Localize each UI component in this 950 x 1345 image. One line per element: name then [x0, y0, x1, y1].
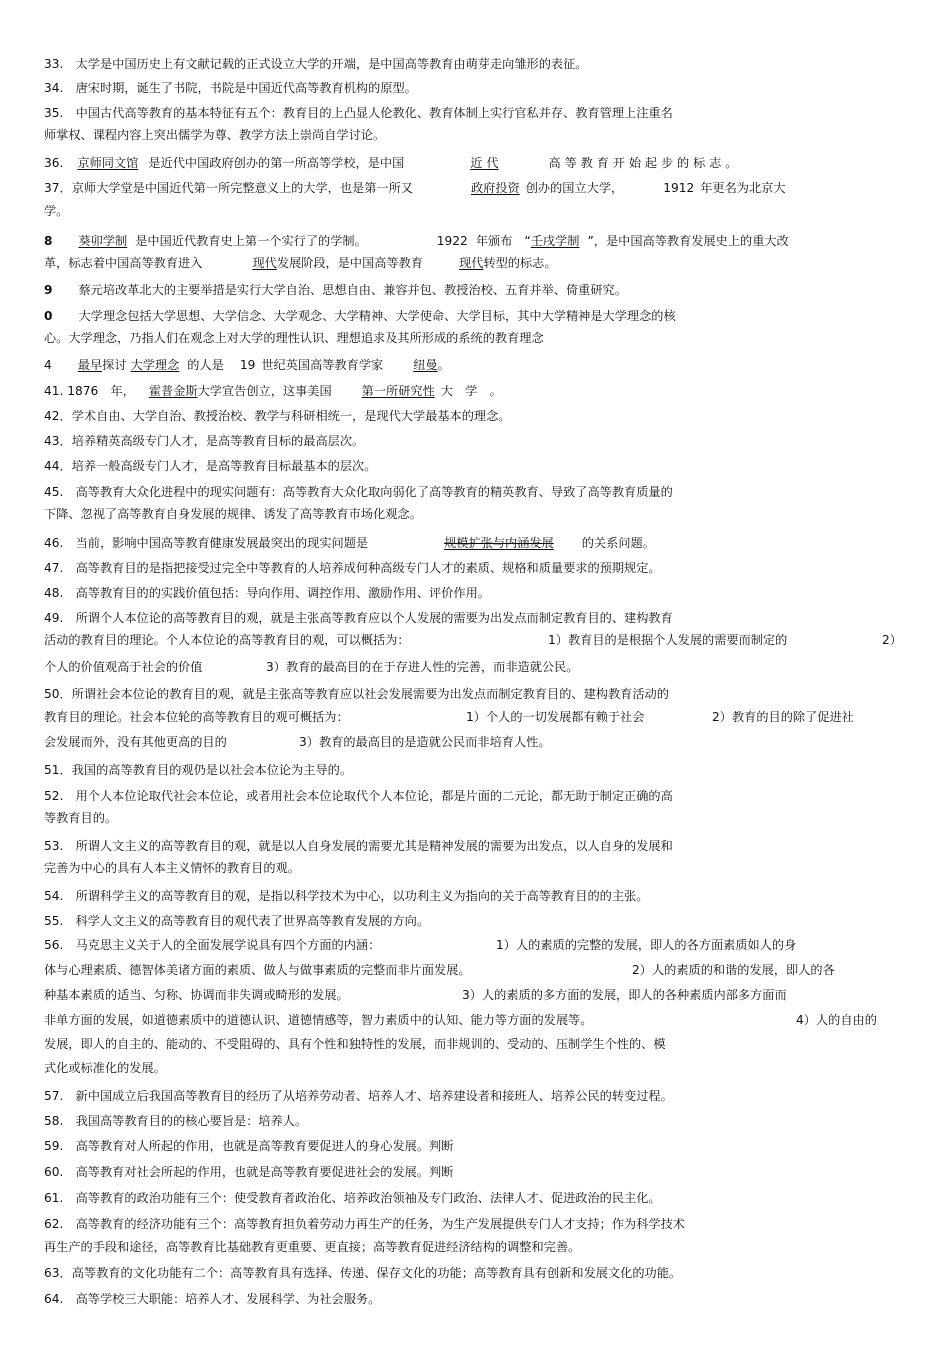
item-number: 9	[44, 283, 53, 297]
item-59: 59. 高等教育对人所起的作用，也就是高等教育要促进人的身心发展。判断	[44, 1139, 454, 1153]
item-text: 转型的标志。	[483, 256, 557, 270]
item-text: 的关系问题。	[581, 536, 655, 550]
item-text: 世纪英国高等教育学家	[261, 358, 384, 372]
year: 1922	[436, 234, 468, 248]
item-text: 2）	[882, 633, 902, 647]
item-40-line-2: 心。大学理念，乃指人们在观念上对大学的理性认识、理想追求及其所形成的系统的教育理念	[44, 331, 544, 345]
item-text: 4）人的自由的	[796, 1013, 877, 1027]
fill-blank: 近 代	[470, 156, 499, 170]
item-56-line-4	[44, 1012, 906, 1028]
item-53-line-2: 完善为中心的具有人本主义情怀的教育目的观。	[44, 861, 300, 875]
fill-blank: 现代	[459, 256, 484, 270]
item-54: 54. 所谓科学主义的高等教育目的观，是指以科学技术为中心，以功利主义为指向的关于高等教育目的的主张。	[44, 889, 649, 903]
item-4x	[44, 357, 906, 373]
fill-blank: 大学理念	[130, 358, 180, 372]
item-text: 3）教育的最高目的是造就公民而非培育人性。	[299, 735, 551, 749]
item-text: 1）个人的一切发展都有赖于社会	[466, 710, 645, 724]
item-40-line-1	[44, 308, 906, 324]
item-58: 58. 我国高等教育目的的核心要旨是：培养人。	[44, 1114, 308, 1128]
item-text: 是近代中国政府创办的第一所高等学校，是中国	[148, 156, 405, 170]
fill-blank: 葵卯学制	[78, 234, 128, 248]
item-text: 会发展而外，没有其他更高的目的	[44, 735, 227, 749]
item-50-line-1: 50．所谓社会本位论的教育目的观，就是主张高等教育应以社会发展需要为出发点而制定教育目的、建构教育活动的	[44, 687, 669, 701]
item-text: 种基本素质的适当、匀称、协调而非失调或畸形的发展。	[44, 988, 349, 1002]
item-41	[44, 383, 906, 399]
item-text: 发展阶段，是中国高等教育	[276, 256, 424, 270]
item-text: 活动的教育目的理论。个人本位论的高等教育目的观，可以概括为：	[44, 633, 410, 647]
item-39	[44, 282, 906, 298]
item-text: 2）人的素质的和谐的发展，即人的各	[632, 963, 835, 977]
item-35-line-2: 师掌权、课程内容上突出儒学为尊、教学方法上崇尚自学讨论。	[44, 128, 386, 142]
item-text: 年更名为北京大	[700, 181, 786, 195]
item-number: 36.	[44, 156, 64, 170]
item-50-line-3	[44, 734, 906, 750]
item-number: 8	[44, 234, 53, 248]
fill-blank: 霍普金斯	[148, 384, 198, 398]
item-52-line-2: 等教育目的。	[44, 811, 118, 825]
item-64: 64. 高等学校三大职能：培养人才、发展科学、为社会服务。	[44, 1292, 381, 1306]
item-text: 蔡元培改革北大的主要举措是实行大学自治、思想自由、兼容并包、教授治校、五育并举、倚重研究。	[78, 283, 627, 297]
item-49-line-1: 49. 所谓个人本位论的高等教育目的观，就是主张高等教育应以个人发展的需要为出发点而制定教育目的、建构教育	[44, 611, 673, 625]
item-61: 61. 高等教育的政治功能有三个：使受教育者政治化、培养政治领袖及专门政治、法律人才、促进政治的民主化。	[44, 1191, 661, 1205]
item-text: 探讨	[102, 358, 127, 372]
item-60: 60. 高等教育对社会所起的作用，也就是高等教育要促进社会的发展。判断	[44, 1165, 454, 1179]
item-45-line-1: 45. 高等教育大众化进程中的现实问题有：高等教育大众化取向弱化了高等教育的精英教育、导致了高等教育质量的	[44, 485, 673, 499]
item-53-line-1: 53. 所谓人文主义的高等教育目的观，就是以人自身发展的需要尤其是精神发展的需要为出发点，以人自身的发展和	[44, 839, 673, 853]
item-38-line-2	[44, 255, 906, 271]
item-47: 47. 高等教育目的是指把接受过完全中等教育的人培养成何种高级专门人才的素质、规格和质量要求的预期规定。	[44, 561, 661, 575]
fill-blank: 现代	[252, 256, 277, 270]
item-62-line-2: 再生产的手段和途径，高等教育比基础教育更重要、更直接；高等教育促进经济结构的调整和完善。	[44, 1240, 581, 1254]
fill-blank: 壬戌学制	[530, 234, 580, 248]
fill-blank: 纽曼	[413, 358, 438, 372]
item-text: 的人是	[187, 358, 224, 372]
item-text: 3）教育的最高目的在于存进人性的完善，而非造就公民。	[266, 660, 579, 674]
item-text: 2）教育的目的除了促进社	[712, 710, 854, 724]
fill-blank: 京师同文馆	[77, 156, 139, 170]
item-text: 教育目的理论。社会本位轮的高等教育目的观可概括为：	[44, 710, 349, 724]
fill-blank: 政府投资	[470, 181, 520, 195]
item-52-line-1: 52. 用个人本位论取代社会本位论，或者用社会本位论取代个人本位论，都是片面的二元论，都无助于制定正确的高	[44, 789, 673, 803]
item-text: ”，是中国高等教育发展史上的重大改	[587, 234, 789, 248]
item-text: 创办的国立大学，	[525, 181, 624, 195]
item-45-line-2: 下降、忽视了高等教育自身发展的规律、诱发了高等教育市场化观念。	[44, 507, 422, 521]
item-36	[44, 155, 906, 171]
item-49-line-2	[44, 632, 906, 648]
item-text: 56. 马克思主义关于人的全面发展学说具有四个方面的内涵：	[44, 938, 381, 952]
item-56-line-5: 发展，即人的自主的、能动的、不受阻碍的、具有个性和独特性的发展，而非规训的、受动的、压制学生个性的、模	[44, 1037, 666, 1051]
fill-blank: 第一所研究性	[361, 384, 435, 398]
item-35-line-1: 35. 中国古代高等教育的基本特征有五个：教育目的上凸显人伦教化、教育体制上实行官私并存、教育管理上注重名	[44, 106, 673, 120]
item-text: 大学宣告创立，这事美国	[197, 384, 332, 398]
item-49-line-3	[44, 659, 906, 675]
item-48: 48. 高等教育目的的实践价值包括：导向作用、调控作用、激励作用、评价作用。	[44, 586, 490, 600]
item-text: 大学理念包括大学思想、大学信念、大学观念、大学精神、大学使命、大学目标，其中大学精神是大学理念的核	[78, 309, 676, 323]
item-57: 57. 新中国成立后我国高等教育目的经历了从培养劳动者、培养人才、培养建设者和接班人、培养公民的转变过程。	[44, 1089, 673, 1103]
item-text: 。	[437, 358, 450, 372]
item-56-line-2	[44, 962, 906, 978]
fill-blank: 最早	[77, 358, 103, 372]
item-text: 革，标志着中国高等教育进入	[44, 256, 203, 270]
item-text: 大 学 。	[440, 384, 502, 398]
item-text: 年颁布	[475, 234, 513, 248]
item-62-line-1: 62. 高等教育的经济功能有三个：高等教育担负着劳动力再生产的任务，为生产发展提供专门人才支持；作为科学技术	[44, 1217, 685, 1231]
item-text: 个人的价值观高于社会的价值	[44, 660, 203, 674]
item-text: 体与心理素质、德智体美诸方面的素质、做人与做事素质的完整而非片面发展。	[44, 963, 471, 977]
item-text: 37．京师大学堂是中国近代第一所完整意义上的大学，也是第一所又	[44, 181, 413, 195]
century-number: 19	[239, 358, 256, 372]
fill-blank: 规模扩张与内涵发展	[444, 536, 554, 550]
item-56-line-3	[44, 987, 906, 1003]
item-42: 42．学术自由、大学自治、教授治校、教学与科研相统一，是现代大学最基本的理念。	[44, 409, 511, 423]
item-50-line-2	[44, 709, 906, 725]
item-55: 55. 科学人文主义的高等教育目的观代表了世界高等教育发展的方向。	[44, 914, 430, 928]
item-37-line-2: 学。	[44, 204, 69, 218]
item-text: 是中国近代教育史上第一个实行了的学制。	[135, 234, 367, 248]
item-33: 33. 太学是中国历史上有文献记载的正式设立大学的开端，是中国高等教育由萌芽走向雏形的表征。	[44, 57, 588, 71]
item-56-line-1	[44, 937, 906, 953]
item-34: 34. 唐宋时期，诞生了书院，书院是中国近代高等教育机构的原型。	[44, 81, 417, 95]
item-number: 0	[44, 309, 53, 323]
item-text: 41. 1876 年，	[44, 384, 135, 398]
item-56-line-6: 式化或标准化的发展。	[44, 1061, 166, 1075]
item-63: 63．高等教育的文化功能有二个：高等教育具有选择、传递、保存文化的功能；高等教育具有创新和发展文化的功能。	[44, 1266, 682, 1280]
item-number: 4	[44, 358, 52, 372]
item-37-line-1	[44, 180, 906, 196]
item-text: 1）人的素质的完整的发展，即人的各方面素质如人的身	[496, 938, 797, 952]
item-44: 44．培养一般高级专门人才，是高等教育目标最基本的层次。	[44, 459, 377, 473]
item-text: 3）人的素质的多方面的发展，即人的各种素质内部多方面而	[462, 988, 787, 1002]
item-text: 非单方面的发展，如道德素质中的道德认识、道德情感等，智力素质中的认知、能力等方面的发展等。	[44, 1013, 593, 1027]
item-text: 46. 当前，影响中国高等教育健康发展最突出的现实问题是	[44, 536, 369, 550]
item-46	[44, 535, 906, 551]
item-43: 43．培养精英高级专门人才，是高等教育目标的最高层次。	[44, 434, 365, 448]
quote-mark: “	[524, 234, 531, 248]
item-text: 高 等 教 育 开 始 起 步 的 标 志 。	[548, 156, 738, 170]
year: 1912	[663, 181, 695, 195]
item-text: 1）教育目的是根据个人发展的需要而制定的	[548, 633, 788, 647]
item-38-line-1	[44, 233, 906, 249]
item-51: 51．我国的高等教育目的观仍是以社会本位论为主导的。	[44, 763, 353, 777]
